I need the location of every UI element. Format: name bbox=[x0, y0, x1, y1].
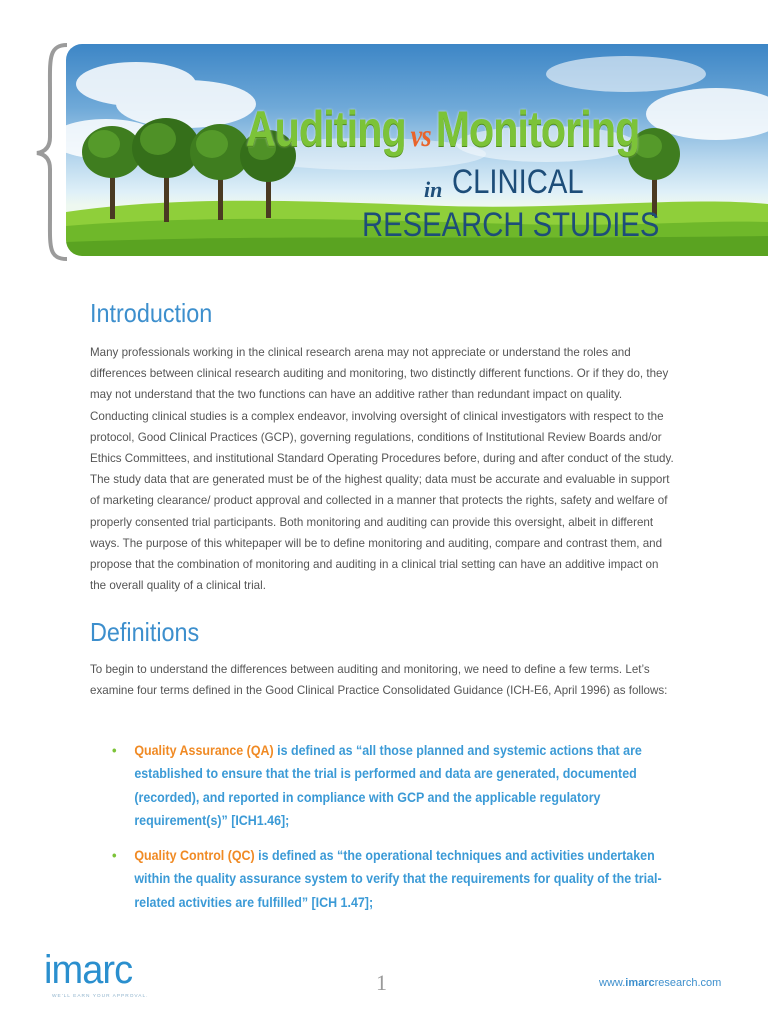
introduction-paragraph: Many professionals working in the clinical research arena may not appreciate or understand the roles and differences between clinical research auditing and monitoring, two distinctly different functions. Or if they do, they may not understand that the two functions can have an additive rather than redundant impact on quality. Conducting clinical studies is a complex endeavor, involving oversight of clinical investigators with respect to the protocol, Good Clinical Practices (GCP), governing regulations, conditions of Institutional Review Boards and/or Ethics Committees, and institutional Standard Operating Procedures before, during and after conduct of the study. The study data that are generated must be of the highest quality; data must be accurate and evaluable in support of marketing clearance/ product approval and collected in a manner that protects the rights, safety and welfare of properly consented trial participants. Both monitoring and auditing can provide this oversight, albeit in different ways. The purpose of this whitepaper will be to define monitoring and auditing, compare and contrast them, and propose that the combination of monitoring and auditing in a clinical trial setting can have an additive impact on the overall quality of a clinical trial. bbox=[90, 346, 674, 593]
footer-url-brand: imarc bbox=[625, 977, 655, 989]
banner-brace-decoration bbox=[34, 42, 70, 262]
footer-website-link[interactable] bbox=[599, 977, 721, 989]
definition-text: is defined as “the operational techniques and activities undertaken within the quality assurance system to verify that the requirements for quality of the trial-related activities are fulfilled” [ICH 1.47]; bbox=[134, 848, 662, 910]
bullet-dot-icon: • bbox=[112, 847, 117, 864]
banner-title-auditing: Auditing bbox=[246, 101, 406, 157]
banner-title-clinical: CLINICAL bbox=[452, 163, 584, 201]
banner-title-vs: vs bbox=[410, 117, 431, 153]
definitions-intro-paragraph: To begin to understand the differences between auditing and monitoring, we need to define a few terms. Let’s examine four terms defined in the Good Clinical Practice Consolidated Guidance (ICH-E6, April 1996) as follows: bbox=[90, 663, 668, 698]
footer-url-prefix: www. bbox=[599, 977, 626, 989]
banner-title bbox=[246, 101, 656, 160]
definition-term: Quality Control (QC) bbox=[134, 848, 255, 864]
definitions-heading: Definitions bbox=[90, 617, 200, 647]
header-banner bbox=[66, 44, 768, 256]
imarc-logo: imarc bbox=[44, 948, 133, 992]
logo-tagline: WE'LL EARN YOUR APPROVAL. bbox=[52, 994, 149, 999]
banner-title-research-studies: RESEARCH STUDIES bbox=[362, 206, 660, 244]
definition-text: is defined as “all those planned and systemic actions that are established to ensure that the trial is performed and data are generated, documented (recorded), and reported in compliance with GCP and the applicable regulatory requirement(s)” [ICH1.46]; bbox=[134, 743, 642, 828]
definition-item-qc bbox=[112, 844, 692, 914]
banner-title-monitoring: Monitoring bbox=[435, 101, 640, 157]
definition-item-qa bbox=[112, 739, 692, 832]
page-number: 1 bbox=[376, 970, 387, 995]
definitions-list bbox=[112, 739, 672, 914]
bullet-dot-icon: • bbox=[112, 742, 117, 758]
banner-title-in: in bbox=[424, 177, 443, 202]
introduction-heading: Introduction bbox=[90, 298, 213, 328]
definition-term: Quality Assurance (QA) bbox=[134, 743, 274, 758]
footer-url-suffix: research.com bbox=[654, 977, 722, 989]
